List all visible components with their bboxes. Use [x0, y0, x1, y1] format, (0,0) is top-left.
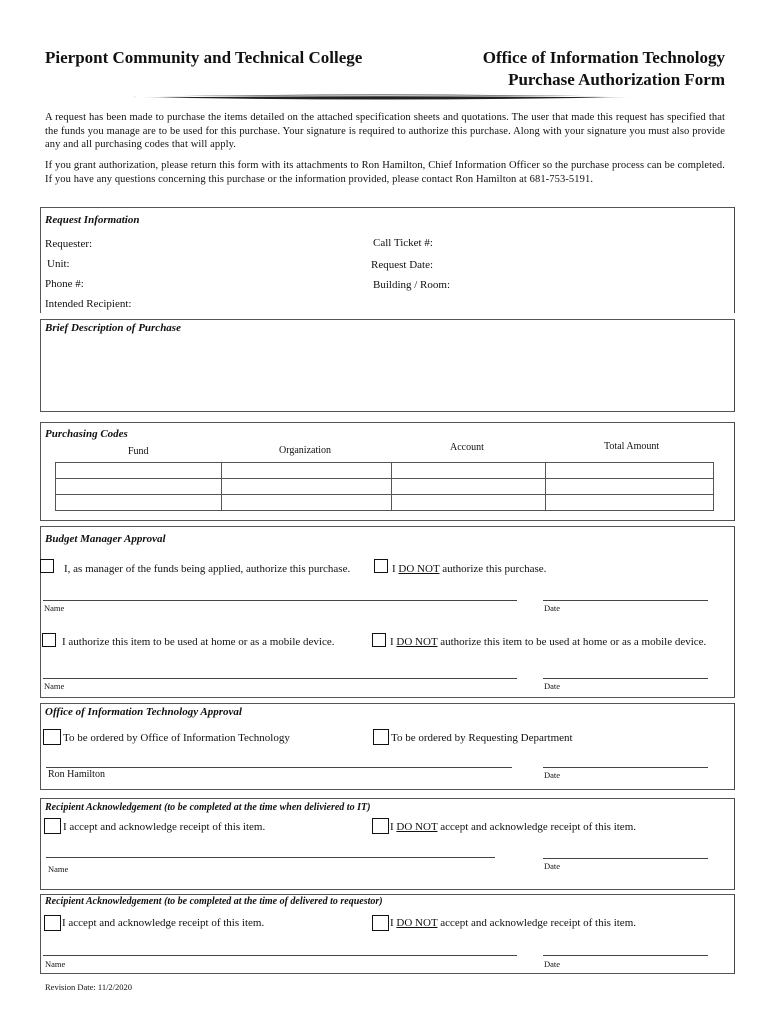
fund-header: Fund	[128, 446, 149, 457]
total-amount-cell[interactable]	[546, 463, 714, 479]
ack-req-decline-label	[390, 917, 636, 929]
fund-cell[interactable]	[56, 495, 222, 511]
date-caption: Date	[544, 603, 561, 613]
ack-req-date-line[interactable]	[543, 955, 708, 956]
authorize-purchase-checkbox[interactable]	[40, 559, 54, 573]
date-caption: Date	[544, 959, 561, 969]
account-cell[interactable]	[392, 495, 546, 511]
budget-approval-title: Budget Manager Approval	[45, 533, 166, 545]
do-not-text: DO NOT	[396, 917, 438, 929]
home-use-authorize-checkbox[interactable]	[42, 633, 56, 647]
total-amount-cell[interactable]	[546, 495, 714, 511]
description-title: Brief Description of Purchase	[45, 322, 181, 334]
ack-req-accept-label: I accept and acknowledge receipt of this item.	[62, 917, 265, 929]
order-by-dept-label: To be ordered by Requesting Department	[391, 732, 573, 744]
requester-label[interactable]: Requester:	[45, 238, 93, 250]
home-not-suffix: authorize this item to be used at home or as a mobile device.	[437, 636, 707, 648]
manager-signature-line[interactable]	[43, 600, 517, 601]
ack-req-accept-checkbox[interactable]	[44, 915, 61, 931]
manager-date-line[interactable]	[543, 600, 708, 601]
ack-it-signature-line[interactable]	[46, 857, 495, 858]
total-amount-cell[interactable]	[546, 479, 714, 495]
intended-recipient-label[interactable]: Intended Recipient:	[45, 298, 132, 310]
home-date-line[interactable]	[543, 678, 708, 679]
form-title: Purchase Authorization Form	[508, 70, 725, 89]
not-authorize-purchase-label	[392, 563, 546, 575]
budget-approval-box	[40, 526, 735, 698]
oit-date-line[interactable]	[543, 767, 708, 768]
organization-cell[interactable]	[222, 495, 392, 511]
total-amount-header: Total Amount	[604, 441, 660, 452]
intro-paragraph-2: If you grant authorization, please return this form with its attachments to Ron Hamilton, Chief Information Officer so the purchase process can be completed. If you have any questions concerning this purchase or the information provided, please contact Ron Hamilton at 681-753-5191.	[45, 160, 725, 185]
not-authorize-suffix: authorize this purchase.	[439, 563, 547, 575]
ack-it-decline-checkbox[interactable]	[372, 818, 389, 834]
office-name: Office of Information Technology	[482, 48, 725, 67]
not-authorize-purchase-checkbox[interactable]	[374, 559, 388, 573]
name-caption: Name	[45, 959, 66, 969]
table-row	[56, 479, 714, 495]
ack-it-title: Recipient Acknowledgement (to be completed at the time when deliviered to IT)	[45, 802, 371, 813]
ack-req-title: Recipient Acknowledgement (to be completed at the time of delivered to requestor)	[45, 896, 383, 907]
phone-label[interactable]: Phone #:	[45, 278, 84, 290]
college-name: Pierpont Community and Technical College	[45, 48, 363, 67]
name-caption: Name	[48, 864, 69, 874]
ack-req-not-suffix: accept and acknowledge receipt of this item.	[437, 917, 636, 929]
do-not-text: DO NOT	[396, 821, 438, 833]
organization-cell[interactable]	[222, 463, 392, 479]
order-by-dept-checkbox[interactable]	[373, 729, 389, 745]
home-use-authorize-label: I authorize this item to be used at home or as a mobile device.	[62, 636, 335, 648]
revision-date: Revision Date: 11/2/2020	[45, 982, 133, 992]
fund-cell[interactable]	[56, 479, 222, 495]
ack-req-not-prefix: I	[390, 917, 397, 929]
organization-cell[interactable]	[222, 479, 392, 495]
purchasing-codes-table	[55, 462, 714, 511]
date-caption: Date	[544, 861, 561, 871]
order-by-oit-checkbox[interactable]	[43, 729, 61, 745]
intro-paragraph-1: A request has been made to purchase the items detailed on the attached specification sheets and quotations. The user that made this request has specified that the funds you manage are to be used for this purchase. Your signature is required to authorize this purchase. Along with your signature you must also provide any and all purchasing codes that will apply.	[45, 112, 725, 150]
ack-req-signature-line[interactable]	[43, 955, 517, 956]
home-signature-line[interactable]	[43, 678, 517, 679]
ack-req-decline-checkbox[interactable]	[372, 915, 389, 931]
ack-it-accept-checkbox[interactable]	[44, 818, 61, 834]
home-use-not-authorize-checkbox[interactable]	[372, 633, 386, 647]
building-room-label[interactable]: Building / Room:	[373, 279, 451, 291]
ack-it-date-line[interactable]	[543, 858, 708, 859]
call-ticket-label[interactable]: Call Ticket #:	[373, 237, 433, 249]
request-date-label[interactable]: Request Date:	[371, 259, 434, 271]
request-info-title: Request Information	[45, 214, 140, 226]
purchasing-codes-title: Purchasing Codes	[45, 428, 128, 440]
home-not-prefix: I	[390, 636, 397, 648]
do-not-text: DO NOT	[398, 563, 440, 575]
name-caption: Name	[44, 603, 65, 613]
table-row	[56, 495, 714, 511]
not-authorize-prefix: I	[392, 563, 399, 575]
ack-it-not-suffix: accept and acknowledge receipt of this item.	[437, 821, 636, 833]
organization-header: Organization	[279, 445, 332, 456]
header-divider	[130, 92, 640, 102]
do-not-text: DO NOT	[396, 636, 438, 648]
home-use-not-authorize-label	[390, 636, 706, 648]
oit-approval-title: Office of Information Technology Approval	[45, 706, 242, 718]
unit-label[interactable]: Unit:	[47, 258, 70, 270]
account-header: Account	[450, 442, 484, 453]
oit-signer-name: Ron Hamilton	[48, 769, 105, 780]
ack-it-accept-label: I accept and acknowledge receipt of this item.	[63, 821, 266, 833]
account-cell[interactable]	[392, 479, 546, 495]
name-caption: Name	[44, 681, 65, 691]
ack-it-decline-label	[390, 821, 636, 833]
table-row	[56, 463, 714, 479]
account-cell[interactable]	[392, 463, 546, 479]
oit-signature-line[interactable]	[46, 767, 512, 768]
fund-cell[interactable]	[56, 463, 222, 479]
date-caption: Date	[544, 770, 561, 780]
order-by-oit-label: To be ordered by Office of Information Technology	[63, 732, 290, 744]
authorize-purchase-label: I, as manager of the funds being applied, authorize this purchase.	[64, 563, 351, 575]
date-caption: Date	[544, 681, 561, 691]
ack-it-not-prefix: I	[390, 821, 397, 833]
